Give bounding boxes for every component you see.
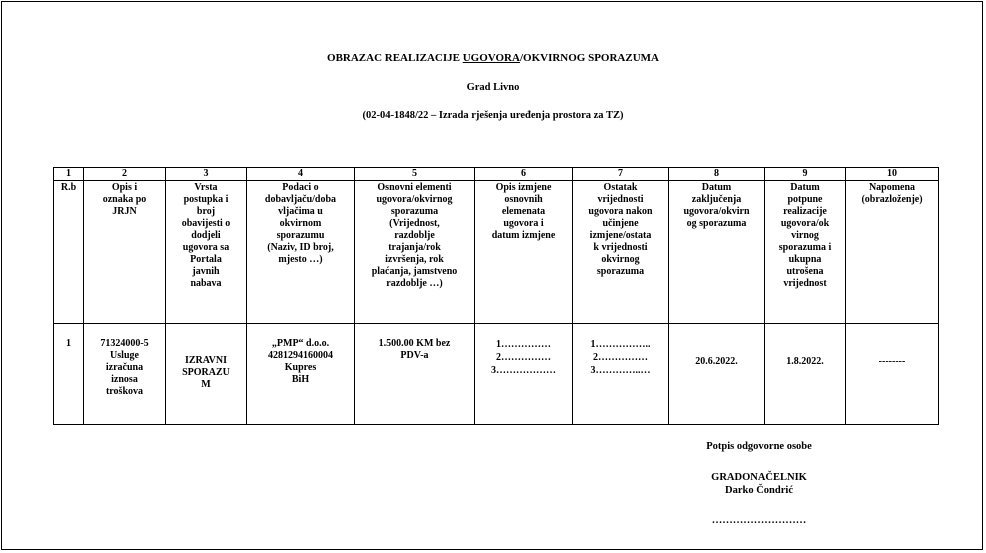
table-row bbox=[54, 324, 939, 425]
header-changes: Opis izmjene osnovnih elemenata ugovora i datum izmjene bbox=[475, 181, 573, 324]
cell-supplier: „PMP“ d.o.o. 4281294160004 Kupres BiH bbox=[247, 324, 355, 425]
form-title: OBRAZAC REALIZACIJE UGOVORA/OKVIRNOG SPORAZUMA bbox=[327, 52, 659, 64]
col-number: 4 bbox=[247, 168, 355, 181]
cell-jrjn: 71324000-5 Usluge izračuna iznosa troškova bbox=[84, 324, 166, 425]
header-contract-date: Datum zaključenja ugovora/okvirn og sporazuma bbox=[669, 181, 765, 324]
header-row bbox=[54, 181, 939, 324]
col-number: 7 bbox=[573, 168, 669, 181]
header-supplier: Podaci o dobavljaču/doba vljačima u okvirnom sporazumu (Naziv, ID broj, mjesto …) bbox=[247, 181, 355, 324]
cell-rb: 1 bbox=[54, 324, 84, 425]
col-number: 9 bbox=[765, 168, 846, 181]
header-basic-elements: Osnovni elementi ugovora/okvirnog sporazuma (Vrijednost, razdoblje trajanja/rok izvršenja, rok plaćanja, jamstveno razdoblje …) bbox=[355, 181, 475, 324]
header-completion: Datum potpune realizacije ugovora/ok virnog sporazuma i ukupna utrošena vrijednost bbox=[765, 181, 846, 324]
city-name: Grad Livno bbox=[466, 82, 520, 93]
column-number-row bbox=[54, 168, 939, 181]
header-rb: R.b bbox=[54, 181, 84, 324]
cell-changes: 1…………… 2…………… 3……………… bbox=[475, 324, 573, 425]
cell-basic-elements: 1.500.00 KM bez PDV-a bbox=[355, 324, 475, 425]
signatory-name: Darko Čondrić bbox=[725, 485, 793, 496]
cell-note: -------- bbox=[846, 324, 939, 425]
col-number: 1 bbox=[54, 168, 84, 181]
cell-procedure: IZRAVNI SPORAZU M bbox=[166, 324, 247, 425]
cell-contract-date: 20.6.2022. bbox=[669, 324, 765, 425]
col-number: 5 bbox=[355, 168, 475, 181]
cell-completion-date: 1.8.2022. bbox=[765, 324, 846, 425]
col-number: 8 bbox=[669, 168, 765, 181]
cell-remaining: 1…………….. 2…………… 3…………..… bbox=[573, 324, 669, 425]
realization-table bbox=[53, 167, 939, 425]
col-number: 6 bbox=[475, 168, 573, 181]
col-number: 2 bbox=[84, 168, 166, 181]
header-jrjn: Opis i oznaka po JRJN bbox=[84, 181, 166, 324]
header-procedure: Vrsta postupka i broj obavijesti o dodjeli ugovora sa Portala javnih nabava bbox=[166, 181, 247, 324]
signatory-role: GRADONAČELNIK bbox=[711, 472, 807, 483]
signature-label: Potpis odgovorne osobe bbox=[706, 441, 812, 452]
col-number: 10 bbox=[846, 168, 939, 181]
signature-line: ……………………… bbox=[711, 515, 807, 526]
header-note: Napomena (obrazloženje) bbox=[846, 181, 939, 324]
case-subtitle: (02-04-1848/22 – Izrada rješenja uređenja prostora za TZ) bbox=[362, 110, 624, 121]
col-number: 3 bbox=[166, 168, 247, 181]
header-remaining: Ostatak vrijednosti ugovora nakon učinjene izmjene/ostata k vrijednosti okvirnog sporazuma bbox=[573, 181, 669, 324]
